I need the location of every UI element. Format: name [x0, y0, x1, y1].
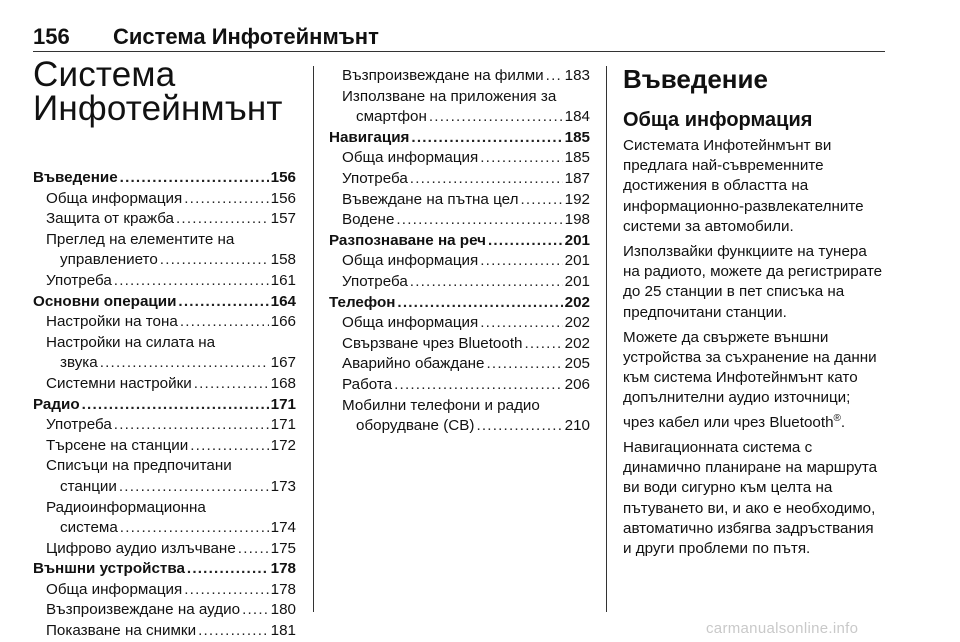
toc-page-number: 171: [269, 395, 296, 416]
toc-entry-leader: [46, 456, 296, 477]
toc-entry-leader: [60, 353, 296, 374]
toc-page-number: 167: [269, 353, 296, 374]
toc-section-entry: [33, 395, 296, 416]
chapter-title-line2: Инфотейнмънт: [33, 89, 283, 128]
toc-entry-leader: [46, 436, 296, 457]
registered-mark: ®: [833, 412, 841, 424]
toc-entry-text: Защита от кражба: [46, 209, 176, 230]
toc-entry-leader: [342, 190, 590, 211]
toc-entry-leader: [342, 334, 590, 355]
toc-entry: [33, 518, 296, 539]
toc-page-number: 198: [563, 210, 590, 231]
toc-entry-leader: [46, 580, 296, 601]
toc-page-number: 158: [269, 250, 296, 271]
toc-section-entry: [33, 292, 296, 313]
toc-page-number: 210: [563, 416, 590, 437]
toc-entry-leader: [46, 600, 296, 621]
toc-entry: [329, 210, 590, 231]
toc-dot-leader: [394, 375, 590, 396]
paragraph-1: Системата Инфотейнмънт ви предлага най-съвременните достижения в областта на информационно-развлекателните системи за автомобили.: [623, 137, 864, 235]
toc-dot-leader: [396, 210, 590, 231]
toc-entry: [33, 353, 296, 374]
toc-entry: [33, 600, 296, 621]
toc-page-number: 174: [269, 518, 296, 539]
toc-entry: [33, 539, 296, 560]
toc-page-number: 185: [563, 148, 590, 169]
toc-entry-leader: [60, 250, 296, 271]
toc-page-number: 202: [563, 334, 590, 355]
toc-entry-text: Въвеждане на пътна цел: [342, 190, 520, 211]
toc-entry-leader: [33, 292, 296, 313]
toc-middle-column: [329, 66, 590, 437]
toc-entry-text: Възпроизвеждане на аудио: [46, 600, 242, 621]
toc-entry: [33, 230, 296, 251]
toc-entry: [329, 169, 590, 190]
toc-entry-leader: [46, 374, 296, 395]
toc-entry-text: Търсене на станции: [46, 436, 190, 457]
toc-entry-text: Обща информация: [46, 189, 184, 210]
toc-entry: [329, 190, 590, 211]
toc-entry: [33, 477, 296, 498]
toc-entry-text: звука: [60, 353, 100, 374]
toc-entry-text: Разпознаване на реч: [329, 231, 488, 252]
toc-page-number: 183: [563, 66, 590, 87]
toc-page-number: 206: [563, 375, 590, 396]
page-number: 156: [33, 24, 70, 49]
toc-entry-leader: [342, 272, 590, 293]
subsection-heading: Обща информация: [623, 109, 813, 131]
toc-entry: [33, 250, 296, 271]
toc-entry-text: Въведение: [33, 168, 120, 189]
toc-entry: [329, 313, 590, 334]
toc-page-number: 181: [269, 621, 296, 642]
toc-page-number: 157: [269, 209, 296, 230]
toc-entry-text: Възпроизвеждане на филми: [342, 66, 546, 87]
toc-entry: [329, 251, 590, 272]
toc-entry-leader: [329, 128, 590, 149]
toc-entry-text: Употреба: [342, 272, 410, 293]
toc-entry: [329, 396, 590, 417]
toc-entry-leader: [356, 107, 590, 128]
toc-dot-leader: [100, 353, 296, 374]
toc-entry-text: Настройки на силата на: [46, 333, 217, 354]
toc-entry: [33, 456, 296, 477]
toc-entry: [329, 87, 590, 108]
toc-entry: [329, 272, 590, 293]
toc-entry: [33, 189, 296, 210]
toc-entry: [329, 416, 590, 437]
toc-entry-leader: [342, 210, 590, 231]
page-header: [33, 22, 885, 52]
toc-entry-text: станции: [60, 477, 119, 498]
toc-page-number: 161: [269, 271, 296, 292]
toc-entry-leader: [342, 375, 590, 396]
toc-entry: [33, 621, 296, 642]
toc-entry: [329, 334, 590, 355]
toc-entry-text: Радио: [33, 395, 82, 416]
toc-entry-text: Употреба: [46, 415, 114, 436]
toc-entry-leader: [329, 231, 590, 252]
toc-entry-leader: [33, 168, 296, 189]
toc-entry-leader: [33, 395, 296, 416]
toc-entry-text: управлението: [60, 250, 160, 271]
toc-section-entry: [33, 559, 296, 580]
toc-page-number: 178: [269, 559, 296, 580]
toc-entry-text: оборудване (CB): [356, 416, 476, 437]
toc-entry-text: Основни операции: [33, 292, 178, 313]
toc-entry-leader: [342, 148, 590, 169]
toc-page-number: 192: [563, 190, 590, 211]
toc-page-number: 172: [269, 436, 296, 457]
toc-entry-text: Обща информация: [46, 580, 184, 601]
toc-entry-leader: [342, 66, 590, 87]
toc-entry-text: Мобилни телефони и радио: [342, 396, 542, 417]
toc-page-number: 175: [269, 539, 296, 560]
section-heading: Въведение: [623, 64, 768, 94]
toc-entry-text: Настройки на тона: [46, 312, 180, 333]
toc-section-entry: [329, 231, 590, 252]
running-title: Система Инфотейнмънт: [113, 24, 379, 49]
toc-page-number: 168: [269, 374, 296, 395]
toc-entry-text: Използване на приложения за: [342, 87, 558, 108]
toc-section-entry: [329, 293, 590, 314]
column-divider-1: [313, 66, 314, 612]
toc-entry-text: смартфон: [356, 107, 429, 128]
toc-entry: [33, 271, 296, 292]
toc-page-number: 156: [269, 189, 296, 210]
column-divider-2: [606, 66, 607, 612]
toc-page-number: 187: [563, 169, 590, 190]
toc-page-number: 164: [269, 292, 296, 313]
toc-entry-leader: [356, 416, 590, 437]
toc-entry: [329, 66, 590, 87]
toc-page-number: 202: [563, 313, 590, 334]
toc-entry-text: Преглед на елементите на: [46, 230, 236, 251]
toc-entry: [329, 375, 590, 396]
toc-entry-leader: [46, 498, 296, 519]
toc-entry-text: Водене: [342, 210, 396, 231]
paragraph-4: Навигационната система с динамично планиране на маршрута ви води сигурно към целта на пътуването ви, и ако е необходимо, автоматично избягва задръствания и други проблеми по пътя.: [623, 438, 878, 557]
toc-page-number: 171: [269, 415, 296, 436]
toc-entry-leader: [33, 559, 296, 580]
toc-dot-leader: [397, 293, 590, 314]
toc-page-number: 205: [563, 354, 590, 375]
toc-entry-text: Обща информация: [342, 251, 480, 272]
toc-entry: [329, 354, 590, 375]
toc-entry-leader: [60, 477, 296, 498]
toc-entry-leader: [46, 621, 296, 642]
toc-page-number: 185: [563, 128, 590, 149]
toc-entry-leader: [342, 87, 590, 108]
watermark: carmanualsonline.info: [706, 620, 859, 637]
paragraph-3-end: .: [840, 413, 846, 431]
toc-entry-leader: [46, 189, 296, 210]
toc-entry-text: Навигация: [329, 128, 411, 149]
toc-entry-text: Списъци на предпочитани: [46, 456, 234, 477]
paragraph-3: [623, 328, 885, 433]
toc-entry-text: Аварийно обаждане: [342, 354, 487, 375]
toc-entry-leader: [46, 415, 296, 436]
chapter-title-line1: Система: [33, 55, 176, 94]
toc-page-number: 184: [563, 107, 590, 128]
toc-entry: [33, 374, 296, 395]
toc-entry-text: Показване на снимки: [46, 621, 198, 642]
toc-page-number: 201: [563, 272, 590, 293]
chapter-title: [33, 55, 283, 128]
toc-entry-leader: [342, 313, 590, 334]
toc-page-number: 173: [269, 477, 296, 498]
toc-entry-leader: [46, 333, 296, 354]
toc-entry-text: Употреба: [46, 271, 114, 292]
toc-entry-text: Употреба: [342, 169, 410, 190]
toc-entry-leader: [46, 312, 296, 333]
toc-entry-leader: [342, 251, 590, 272]
toc-entry: [329, 107, 590, 128]
toc-section-entry: [329, 128, 590, 149]
toc-left-column: [33, 168, 296, 642]
toc-entry-leader: [46, 271, 296, 292]
paragraph-2: Използвайки функциите на тунера на радиото, можете да регистрирате до 25 станции в пет списъка на предпочитани станции.: [623, 243, 883, 321]
toc-entry: [33, 209, 296, 230]
intro-section: [623, 64, 885, 564]
toc-entry-text: Телефон: [329, 293, 397, 314]
toc-entry-text: Обща информация: [342, 148, 480, 169]
toc-entry-text: Цифрово аудио излъчване: [46, 539, 238, 560]
toc-entry-leader: [46, 209, 296, 230]
toc-entry-leader: [342, 396, 590, 417]
toc-page-number: 178: [269, 580, 296, 601]
toc-entry: [329, 148, 590, 169]
toc-entry: [33, 580, 296, 601]
toc-entry-text: Радиоинформационна: [46, 498, 208, 519]
toc-dot-leader: [82, 395, 296, 416]
toc-entry: [33, 436, 296, 457]
toc-page-number: 201: [563, 251, 590, 272]
toc-entry: [33, 415, 296, 436]
toc-entry-leader: [60, 518, 296, 539]
toc-entry-leader: [342, 354, 590, 375]
toc-entry: [33, 498, 296, 519]
toc-entry-text: Системни настройки: [46, 374, 194, 395]
toc-page-number: 156: [269, 168, 296, 189]
toc-entry-text: Свързване чрез Bluetooth: [342, 334, 525, 355]
toc-entry-leader: [342, 169, 590, 190]
toc-page-number: 180: [269, 600, 296, 621]
toc-entry-text: Обща информация: [342, 313, 480, 334]
toc-entry-leader: [329, 293, 590, 314]
toc-entry-text: Работа: [342, 375, 394, 396]
toc-entry-leader: [46, 230, 296, 251]
toc-page-number: 202: [563, 293, 590, 314]
toc-entry: [33, 333, 296, 354]
toc-page-number: 201: [563, 231, 590, 252]
toc-page-number: 166: [269, 312, 296, 333]
toc-entry-leader: [46, 539, 296, 560]
toc-entry-text: система: [60, 518, 120, 539]
paragraph-3-text: Можете да свържете външни устройства за съхранение на данни към система Инфотейнмънт като допълнителни аудио източници; чрез кабел или чрез Bluetooth: [623, 328, 877, 431]
toc-entry-text: Външни устройства: [33, 559, 187, 580]
toc-entry: [33, 312, 296, 333]
toc-section-entry: [33, 168, 296, 189]
